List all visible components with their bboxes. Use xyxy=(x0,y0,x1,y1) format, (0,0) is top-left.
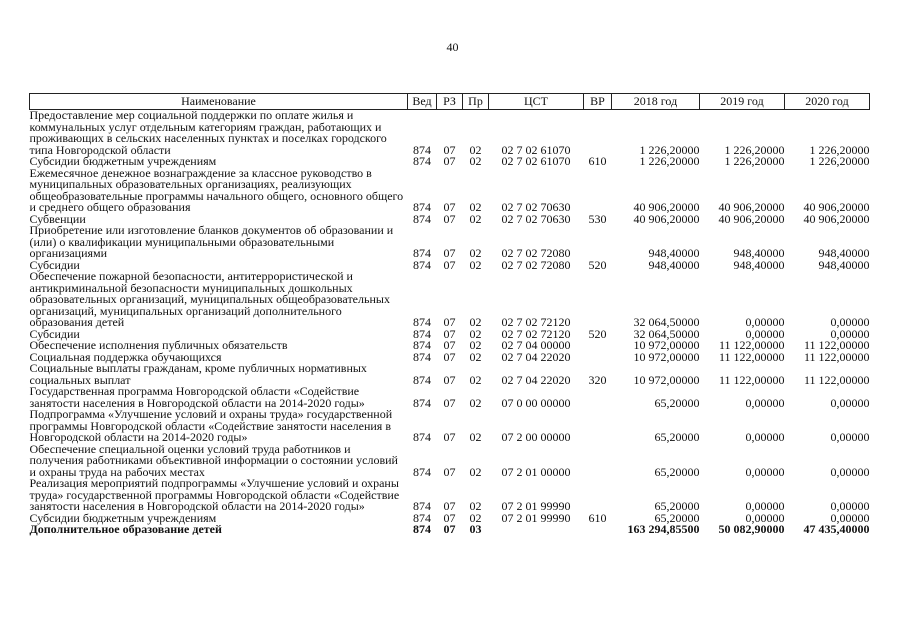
header-rz: РЗ xyxy=(437,94,463,110)
cell-2020: 0,00000 xyxy=(830,464,870,479)
cell-ved: 874 xyxy=(413,430,431,444)
cell-rz: 07 xyxy=(443,326,456,341)
cell-pr: 02 xyxy=(469,372,482,387)
page-number: 40 xyxy=(446,40,459,54)
cell-2020: 0,00000 xyxy=(830,315,870,329)
cell-pr: 02 xyxy=(469,510,482,525)
cell-ved: 874 xyxy=(413,372,431,387)
cell-2018: 10 972,00000 xyxy=(633,338,700,352)
cell-cst: 02 7 02 72080 xyxy=(501,257,571,272)
cell-2018: 10 972,00000 xyxy=(633,349,700,364)
cell-name: Субсидии xyxy=(29,257,80,272)
cell-cst: 07 2 01 00000 xyxy=(501,464,571,479)
cell-name: Реализация мероприятий подпрограммы «Улучшение условий и охраны труда» государственной программы Новгородской области «Содействие занятости населения в Новгородской области на 2014-2020 годы» xyxy=(29,476,400,513)
cell-cst: 02 7 02 61070 xyxy=(501,154,571,168)
cell-cst: 07 2 00 00000 xyxy=(501,430,571,444)
cell-cst: 02 7 02 70630 xyxy=(501,211,571,226)
cell-2019: 11 122,00000 xyxy=(718,338,785,352)
cell-rz: 07 xyxy=(443,315,456,329)
cell-ved: 874 xyxy=(413,510,431,525)
cell-2019: 0,00000 xyxy=(745,315,785,329)
cell-2020: 11 122,00000 xyxy=(803,372,870,387)
cell-2018: 948,40000 xyxy=(648,257,700,272)
cell-rz: 07 xyxy=(443,349,456,364)
cell-rz: 07 xyxy=(443,154,456,168)
cell-2018: 65,20000 xyxy=(654,464,700,479)
cell-name: Предоставление мер социальной поддержки по оплате жилья и коммунальных услуг отдельным категориям граждан, работающих и проживающих в сельских населенных пунктах и поселках городского типа Новгородской области xyxy=(29,108,387,157)
cell-vr: 520 xyxy=(588,257,607,272)
cell-vr xyxy=(584,340,612,352)
cell-vr: 610 xyxy=(588,510,607,525)
cell-2019: 948,40000 xyxy=(733,246,785,260)
cell-cst: 07 2 01 99990 xyxy=(501,499,571,513)
cell-ved: 874 xyxy=(413,142,431,157)
cell-cst: 02 7 04 00000 xyxy=(501,338,571,352)
cell-2018: 65,20000 xyxy=(654,510,700,525)
cell-ved: 874 xyxy=(413,522,431,536)
cell-ved: 874 xyxy=(413,326,431,341)
cell-ved: 874 xyxy=(413,499,431,513)
cell-ved: 874 xyxy=(413,315,431,329)
cell-2020: 0,00000 xyxy=(830,510,870,525)
cell-vr: 520 xyxy=(588,326,607,341)
cell-vr xyxy=(584,225,612,260)
cell-vr xyxy=(584,386,612,409)
cell-2020: 40 906,20000 xyxy=(803,200,870,214)
cell-vr xyxy=(584,444,612,479)
cell-rz: 07 xyxy=(443,338,456,352)
cell-2019: 0,00000 xyxy=(745,464,785,479)
cell-2020: 948,40000 xyxy=(818,246,870,260)
cell-rz: 07 xyxy=(443,200,456,214)
table-row xyxy=(30,363,870,386)
cell-2018: 10 972,00000 xyxy=(633,372,700,387)
cell-2018: 948,40000 xyxy=(648,246,700,260)
cell-rz: 07 xyxy=(443,372,456,387)
cell-2019: 0,00000 xyxy=(745,395,785,410)
cell-2018: 40 906,20000 xyxy=(633,211,700,226)
header-vr: ВР xyxy=(584,94,612,110)
cell-2020: 0,00000 xyxy=(830,499,870,513)
table-row xyxy=(30,478,870,513)
table-body xyxy=(30,110,870,536)
cell-name: Обеспечение специальной оценки условий труда работников и получения работниками объективной информации о состоянии условий и охраны труда на рабочих местах xyxy=(29,441,398,479)
cell-vr xyxy=(584,168,612,214)
table-row xyxy=(30,110,870,157)
table-row xyxy=(30,271,870,329)
cell-2019: 0,00000 xyxy=(745,499,785,513)
cell-pr: 02 xyxy=(469,464,482,479)
cell-2020: 47 435,40000 xyxy=(803,522,870,536)
cell-2019: 11 122,00000 xyxy=(718,349,785,364)
cell-vr xyxy=(584,110,612,157)
cell-rz: 07 xyxy=(443,499,456,513)
cell-cst: 02 7 02 70630 xyxy=(501,200,571,214)
cell-2020: 40 906,20000 xyxy=(803,211,870,226)
cell-2020: 948,40000 xyxy=(818,257,870,272)
cell-cst: 02 7 02 72120 xyxy=(501,326,571,341)
cell-2019: 0,00000 xyxy=(745,510,785,525)
table-row xyxy=(30,444,870,479)
cell-name: Субсидии xyxy=(29,326,80,341)
cell-ved: 874 xyxy=(413,211,431,226)
cell-2019: 1 226,20000 xyxy=(724,142,785,157)
header-cst: ЦСТ xyxy=(489,94,584,110)
cell-ved: 874 xyxy=(413,349,431,364)
cell-pr: 02 xyxy=(469,326,482,341)
cell-rz: 07 xyxy=(443,430,456,444)
cell-rz: 07 xyxy=(443,522,456,536)
cell-rz: 07 xyxy=(443,257,456,272)
table-row xyxy=(30,168,870,214)
cell-pr: 02 xyxy=(469,257,482,272)
header-2020: 2020 год xyxy=(785,94,870,110)
cell-rz: 07 xyxy=(443,211,456,226)
table-row xyxy=(30,386,870,409)
cell-name: Субвенции xyxy=(29,211,86,226)
cell-name: Обеспечение исполнения публичных обязательств xyxy=(29,338,288,352)
cell-vr xyxy=(584,271,612,329)
cell-cst: 02 7 02 61070 xyxy=(501,142,571,157)
cell-name: Приобретение или изготовление бланков документов об образовании и (или) о квалификации муниципальными образовательными организациями xyxy=(29,223,394,260)
cell-vr xyxy=(584,478,612,513)
cell-2020: 11 122,00000 xyxy=(803,349,870,364)
cell-cst xyxy=(489,524,584,536)
cell-pr: 02 xyxy=(469,246,482,260)
cell-pr: 02 xyxy=(469,154,482,168)
cell-name: Дополнительное образование детей xyxy=(29,522,222,536)
cell-rz: 07 xyxy=(443,142,456,157)
cell-rz: 07 xyxy=(443,510,456,525)
cell-2018: 32 064,50000 xyxy=(633,315,700,329)
cell-2019: 40 906,20000 xyxy=(718,200,785,214)
cell-2019: 11 122,00000 xyxy=(718,372,785,387)
cell-2018: 40 906,20000 xyxy=(633,200,700,214)
cell-2019: 0,00000 xyxy=(745,430,785,444)
table-row xyxy=(30,524,870,536)
cell-pr: 02 xyxy=(469,200,482,214)
cell-2020: 1 226,20000 xyxy=(809,142,870,157)
cell-vr: 320 xyxy=(588,372,607,387)
cell-vr: 610 xyxy=(588,154,607,168)
cell-cst: 02 7 04 22020 xyxy=(501,372,571,387)
cell-2019: 0,00000 xyxy=(745,326,785,341)
cell-cst: 07 2 01 99990 xyxy=(501,510,571,525)
header-pr: Пр xyxy=(463,94,489,110)
cell-name: Подпрограмма «Улучшение условий и охраны труда» государственной программы Новгородской области «Содействие занятости населения в Новгородской области на 2014-2020 годы» xyxy=(29,407,393,444)
cell-name: Субсидии бюджетным учреждениям xyxy=(29,510,217,525)
cell-ved: 874 xyxy=(413,338,431,352)
cell-2018: 163 294,85500 xyxy=(627,522,700,536)
cell-pr: 02 xyxy=(469,499,482,513)
cell-ved: 874 xyxy=(413,200,431,214)
table-row xyxy=(30,225,870,260)
cell-2018: 32 064,50000 xyxy=(633,326,700,341)
cell-name: Ежемесячное денежное вознаграждение за классное руководство в муниципальных образовательных организациях, реализующих общеобразовательные программы начального общего, основного общего и среднего общего образования xyxy=(29,165,404,214)
header-name: Наименование xyxy=(30,94,408,110)
cell-2018: 1 226,20000 xyxy=(639,142,700,157)
cell-ved: 874 xyxy=(413,395,431,410)
cell-cst: 02 7 02 72080 xyxy=(501,246,571,260)
budget-table xyxy=(29,93,870,536)
cell-cst: 07 0 00 00000 xyxy=(501,395,571,410)
cell-ved: 874 xyxy=(413,257,431,272)
header-2018: 2018 год xyxy=(612,94,700,110)
cell-vr xyxy=(584,524,612,536)
cell-pr: 02 xyxy=(469,349,482,364)
cell-2018: 65,20000 xyxy=(654,395,700,410)
cell-name: Обеспечение пожарной безопасности, антитеррористической и антикриминальной безопасности муниципальных дошкольных образовательных организаций, муниципальных общеобразовательных организаций, муниципальных организаций дополнительного образования детей xyxy=(29,269,390,329)
cell-ved: 874 xyxy=(413,464,431,479)
cell-ved: 874 xyxy=(413,154,431,168)
cell-name: Социальная поддержка обучающихся xyxy=(29,349,222,364)
cell-name: Государственная программа Новгородской области «Содействие занятости населения в Новгородской области на 2014-2020 годы» xyxy=(29,384,365,410)
cell-pr: 02 xyxy=(469,211,482,226)
cell-2019: 1 226,20000 xyxy=(724,154,785,168)
header-2019: 2019 год xyxy=(700,94,785,110)
cell-pr: 02 xyxy=(469,142,482,157)
cell-pr: 02 xyxy=(469,430,482,444)
cell-rz: 07 xyxy=(443,246,456,260)
cell-pr: 03 xyxy=(469,522,482,536)
cell-cst: 02 7 04 22020 xyxy=(501,349,571,364)
cell-2020: 0,00000 xyxy=(830,395,870,410)
cell-cst: 02 7 02 72120 xyxy=(501,315,571,329)
cell-2020: 1 226,20000 xyxy=(809,154,870,168)
table-row xyxy=(30,409,870,444)
cell-2020: 0,00000 xyxy=(830,326,870,341)
cell-2020: 0,00000 xyxy=(830,430,870,444)
cell-2018: 1 226,20000 xyxy=(639,154,700,168)
cell-rz: 07 xyxy=(443,395,456,410)
cell-2018: 65,20000 xyxy=(654,499,700,513)
cell-vr xyxy=(584,352,612,364)
cell-name: Субсидии бюджетным учреждениям xyxy=(29,154,217,168)
cell-name: Социальные выплаты гражданам, кроме публичных нормативных социальных выплат xyxy=(29,361,367,387)
cell-2020: 11 122,00000 xyxy=(803,338,870,352)
cell-ved: 874 xyxy=(413,246,431,260)
header-ved: Вед xyxy=(408,94,437,110)
cell-pr: 02 xyxy=(469,395,482,410)
cell-pr: 02 xyxy=(469,338,482,352)
cell-2019: 948,40000 xyxy=(733,257,785,272)
cell-vr xyxy=(584,409,612,444)
cell-2019: 50 082,90000 xyxy=(718,522,785,536)
cell-pr: 02 xyxy=(469,315,482,329)
cell-rz: 07 xyxy=(443,464,456,479)
cell-vr: 530 xyxy=(588,211,607,226)
cell-2018: 65,20000 xyxy=(654,430,700,444)
cell-2019: 40 906,20000 xyxy=(718,211,785,226)
